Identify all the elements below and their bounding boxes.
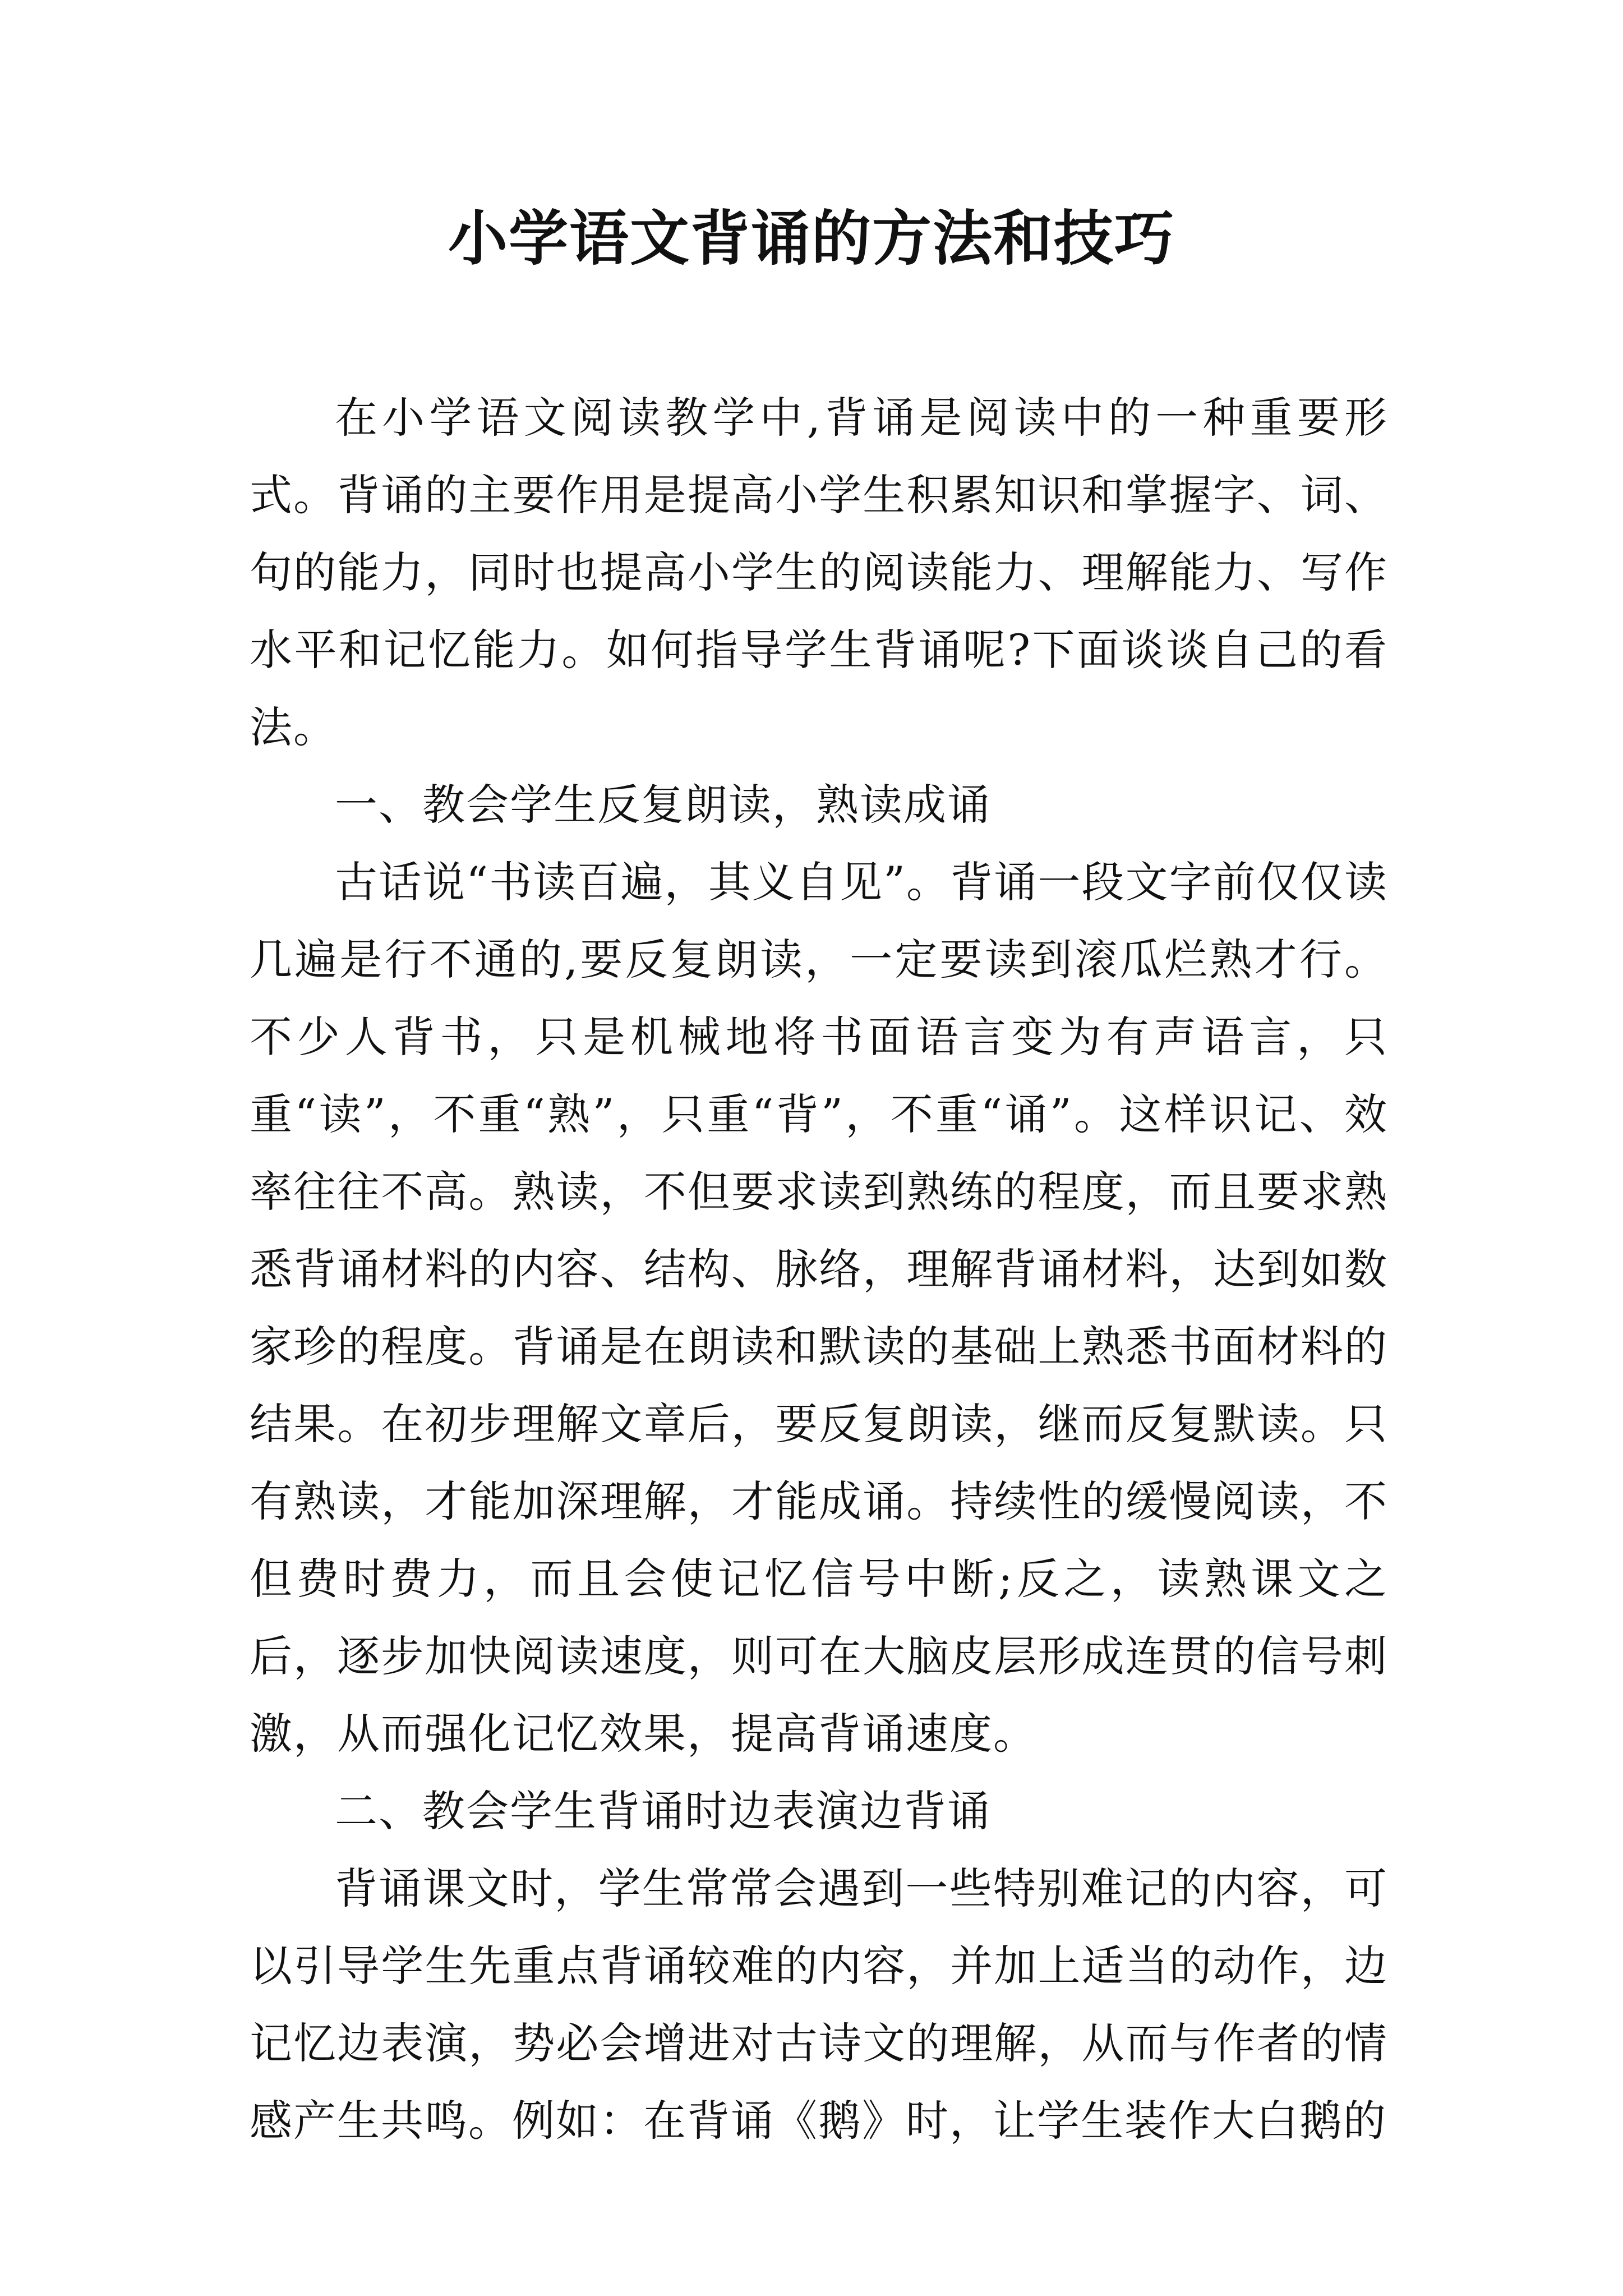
section-heading-2: 二、教会学生背诵时边表演边背诵: [335, 1786, 991, 1836]
section-1-paragraph: 古话说“书读百遍，其义自见”。背诵一段文字前仅仅读几遍是行不通的,要反复朗读，一定要读到滚瓜烂熟才行。不少人背书，只是机械地将书面语言变为有声语言，只重“读”，不重“熟”，只重“背”，不重“诵”。这样识记、效率往往不高。熟读，不但要求读到熟练的程度，而且要求熟悉背诵材料的内容、结构、脉络，理解背诵材料，达到如数家珍的程度。背诵是在朗读和默读的基础上熟悉书面材料的结果。在初步理解文章后，要反复朗读，继而反复默读。只有熟读，才能加深理解，才能成诵。持续性的缓慢阅读，不但费时费力，而且会使记忆信号中断;反之，读熟课文之后，逐步加快阅读速度，则可在大脑皮层形成连贯的信号刺激，从而强化记忆效果，提高背诵速度。: [250, 857, 1388, 1759]
document-body: [250, 379, 1388, 2160]
section-2-paragraph: 背诵课文时，学生常常会遇到一些特别难记的内容，可以引导学生先重点背诵较难的内容，并加上适当的动作，边记忆边表演，势必会增进对古诗文的理解，从而与作者的情感产生共鸣。例如：在背诵《鹅》时，让学生装作大白鹅的: [250, 1864, 1388, 2146]
document-title: 小学语文背诵的方法和技巧: [448, 203, 1175, 273]
section-heading-1: 一、教会学生反复朗读，熟读成诵: [335, 780, 991, 830]
intro-paragraph: 在小学语文阅读教学中,背诵是阅读中的一种重要形式。背诵的主要作用是提高小学生积累知识和掌握字、词、句的能力，同时也提高小学生的阅读能力、理解能力、写作水平和记忆能力。如何指导学生背诵呢?下面谈谈自己的看法。: [250, 393, 1388, 752]
